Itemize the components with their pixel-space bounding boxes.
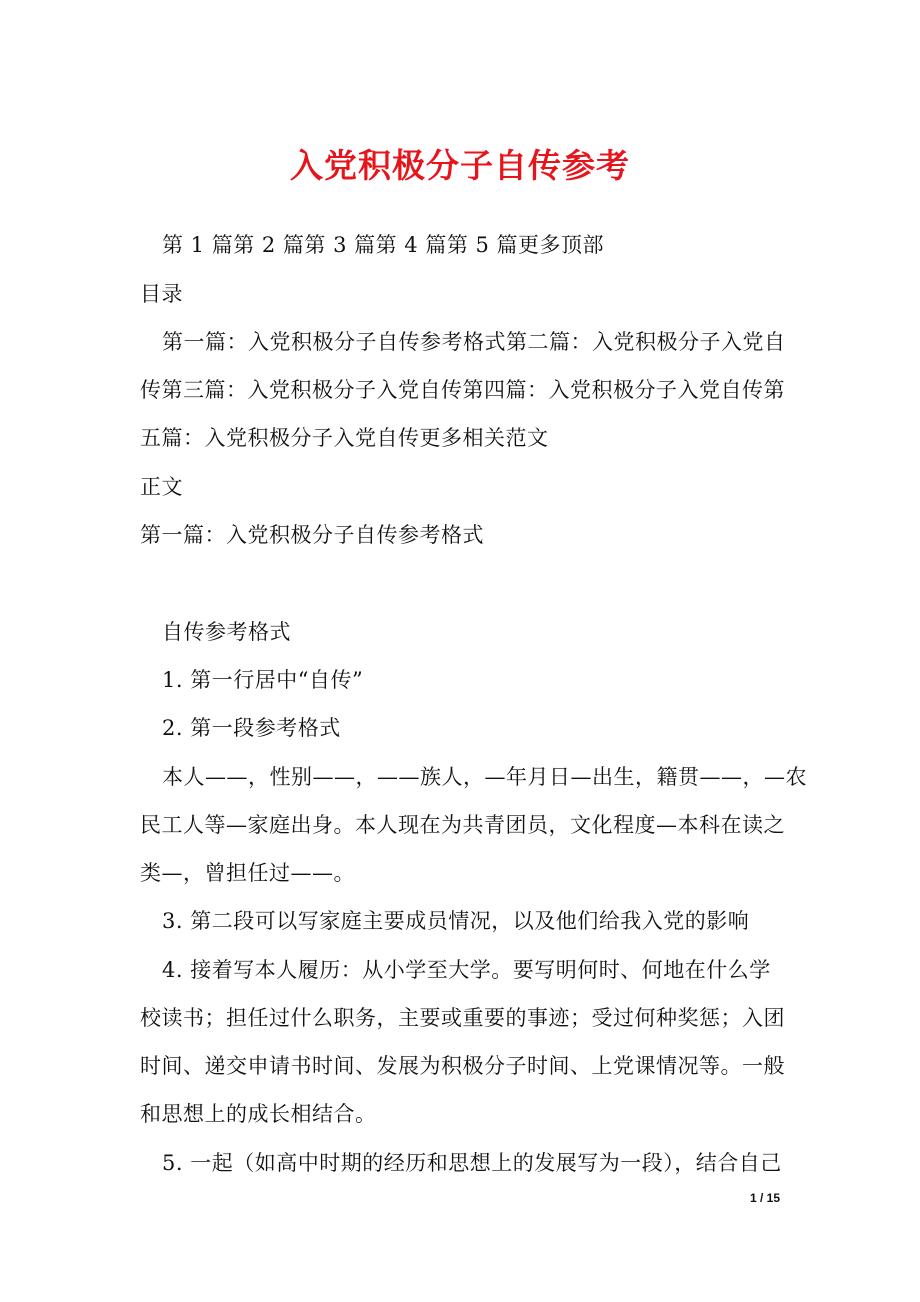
paragraph-line: 校读书；担任过什么职务，主要或重要的事迹；受过何种奖惩；入团 — [140, 1006, 785, 1030]
document-title: 入党积极分子自传参考 — [290, 146, 630, 185]
toc-line: 第一篇：入党积极分子自传参考格式第二篇：入党积极分子入党自 — [162, 330, 786, 354]
body-heading: 正文 — [140, 475, 183, 499]
page-number: 1 / 15 — [749, 1191, 780, 1205]
section-title: 第一篇：入党积极分子自传参考格式 — [140, 523, 484, 547]
list-item: 4. 接着写本人履历：从小学至大学。要写明何时、何地在什么学 — [162, 958, 771, 982]
paragraph-line: 和思想上的成长相结合。 — [140, 1102, 377, 1126]
paragraph-line: 本人——，性别——，——族人，—年月日—出生，籍贯——，—农 — [162, 765, 807, 789]
toc-line: 五篇：入党积极分子入党自传更多相关范文 — [140, 426, 549, 450]
section-nav-line: 第 1 篇第 2 篇第 3 篇第 4 篇第 5 篇更多顶部 — [162, 233, 605, 257]
toc-line: 传第三篇：入党积极分子入党自传第四篇：入党积极分子入党自传第 — [140, 378, 785, 402]
list-item: 3. 第二段可以写家庭主要成员情况，以及他们给我入党的影响 — [162, 909, 750, 933]
paragraph-line: 时间、递交申请书时间、发展为积极分子时间、上党课情况等。一般 — [140, 1054, 785, 1078]
list-item: 1. 第一行居中“自传” — [162, 668, 364, 692]
toc-heading: 目录 — [140, 282, 183, 306]
body-subtitle: 自传参考格式 — [162, 620, 291, 644]
list-item: 5. 一起（如高中时期的经历和思想上的发展写为一段），结合自己 — [162, 1151, 782, 1175]
paragraph-line: 类—，曾担任过——。 — [140, 861, 355, 885]
list-item: 2. 第一段参考格式 — [162, 716, 341, 740]
paragraph-line: 民工人等—家庭出身。本人现在为共青团员，文化程度—本科在读之 — [140, 813, 785, 837]
